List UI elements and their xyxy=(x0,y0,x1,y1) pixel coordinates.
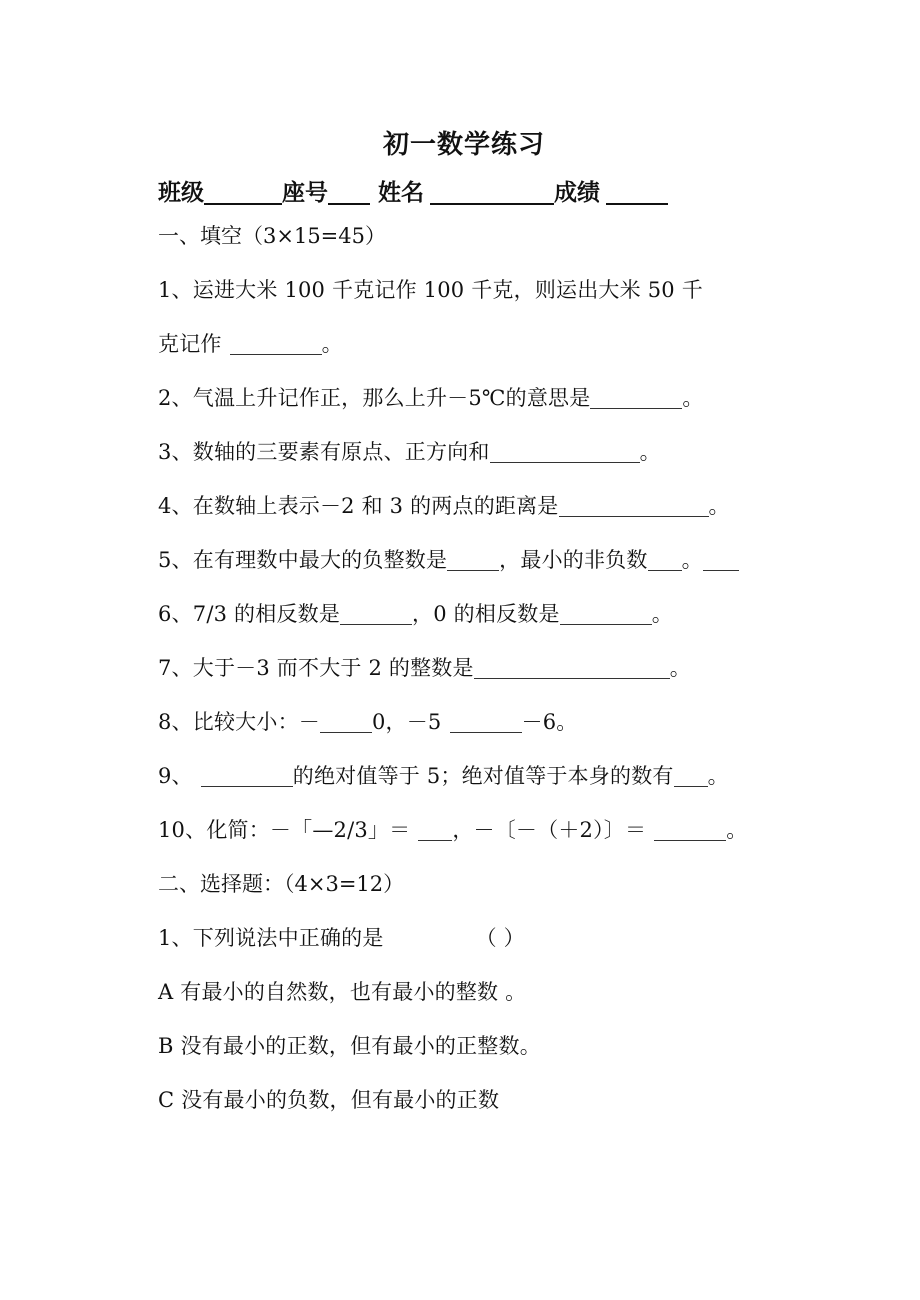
question-3-blank[interactable] xyxy=(490,443,640,463)
seat-label: 座号 xyxy=(282,180,328,207)
question-4-period: 。 xyxy=(708,493,730,518)
question-10-period: 。 xyxy=(726,817,748,842)
mc-question-1-answer-bracket[interactable]: （ ） xyxy=(475,925,525,950)
question-1-period: 。 xyxy=(321,331,343,356)
question-5-blank-1[interactable] xyxy=(447,551,499,571)
question-8-text-a: 比较大小：－ xyxy=(192,709,320,734)
mc-option-a[interactable]: A 有最小的自然数，也有最小的整数 。 xyxy=(158,979,527,1004)
seat-input-blank[interactable] xyxy=(328,181,370,205)
question-5-text-a: 在有理数中最大的负整数是 xyxy=(192,547,448,572)
question-7-text: 大于－3 而不大于 2 的整数是 xyxy=(192,655,474,680)
question-9-period: 。 xyxy=(707,763,729,788)
student-info-header xyxy=(158,179,770,209)
question-6 xyxy=(158,587,770,641)
question-5-number: 5、 xyxy=(158,547,193,572)
question-6-text-b: ，0 的相反数是 xyxy=(412,601,560,626)
mc-question-1 xyxy=(158,911,770,965)
question-7-blank[interactable] xyxy=(474,659,670,679)
question-8-number: 8、 xyxy=(158,709,193,734)
score-input-blank[interactable] xyxy=(606,181,668,205)
question-9-blank-1[interactable] xyxy=(201,767,293,787)
question-1-text-cont: 克记作 xyxy=(158,331,222,356)
question-3-number: 3、 xyxy=(158,439,193,464)
question-1-number: 1、 xyxy=(158,277,193,302)
question-2-blank[interactable] xyxy=(590,389,682,409)
question-7 xyxy=(158,641,770,695)
question-4 xyxy=(158,479,770,533)
question-6-blank-1[interactable] xyxy=(340,605,412,625)
question-4-blank[interactable] xyxy=(559,497,709,517)
question-5-period: 。 xyxy=(681,547,703,572)
question-2-period: 。 xyxy=(682,385,704,410)
question-6-text-a: 7/3 的相反数是 xyxy=(192,601,341,626)
question-9-number: 9、 xyxy=(158,763,193,788)
question-5 xyxy=(158,533,770,587)
question-9-text-a: 的绝对值等于 5；绝对值等于本身的数有 xyxy=(292,763,674,788)
question-6-period: 。 xyxy=(651,601,673,626)
question-6-blank-2[interactable] xyxy=(560,605,652,625)
question-8-blank-2[interactable] xyxy=(450,713,522,733)
name-input-blank[interactable] xyxy=(430,181,554,205)
name-label: 姓名 xyxy=(378,180,424,207)
mc-option-c[interactable]: C 没有最小的负数，但有最小的正数 xyxy=(158,1087,500,1112)
question-7-period: 。 xyxy=(669,655,691,680)
mc-question-1-number: 1、 xyxy=(158,925,193,950)
question-1-blank[interactable] xyxy=(230,335,322,355)
question-2 xyxy=(158,371,770,425)
question-10-blank-2[interactable] xyxy=(654,821,726,841)
question-8 xyxy=(158,695,770,749)
question-6-number: 6、 xyxy=(158,601,193,626)
question-2-text: 气温上升记作正，那么上升－5℃的意思是 xyxy=(192,385,591,410)
question-8-text-c: －6。 xyxy=(521,709,578,734)
question-10 xyxy=(158,803,770,857)
class-input-blank[interactable] xyxy=(204,181,282,205)
question-1-line-2 xyxy=(158,317,770,371)
score-label: 成绩 xyxy=(554,180,600,207)
mc-option-b[interactable]: B 没有最小的正数，但有最小的正整数。 xyxy=(158,1033,541,1058)
question-9-blank-2[interactable] xyxy=(674,767,708,787)
question-3-period: 。 xyxy=(639,439,661,464)
question-10-text-a: 化简：－「—2/3」＝ xyxy=(206,817,411,842)
question-3-text: 数轴的三要素有原点、正方向和 xyxy=(192,439,490,464)
question-4-number: 4、 xyxy=(158,493,193,518)
question-7-number: 7、 xyxy=(158,655,193,680)
question-10-number: 10、 xyxy=(158,817,207,842)
question-5-text-b: ，最小的非负数 xyxy=(499,547,648,572)
mc-question-1-stem: 下列说法中正确的是 xyxy=(192,925,384,950)
question-1-text: 运进大米 100 千克记作 100 千克，则运出大米 50 千 xyxy=(192,277,703,302)
question-4-text: 在数轴上表示－2 和 3 的两点的距离是 xyxy=(192,493,559,518)
page-title: 初一数学练习 xyxy=(382,130,545,160)
question-2-number: 2、 xyxy=(158,385,193,410)
class-label: 班级 xyxy=(158,180,204,207)
question-8-blank-1[interactable] xyxy=(320,713,372,733)
section-heading-fill-in: 一、填空（3×15=45） xyxy=(158,223,386,248)
section-heading-multiple-choice: 二、选择题：（4×3=12） xyxy=(158,871,405,896)
question-8-text-b: 0，－5 xyxy=(371,709,442,734)
question-10-blank-1[interactable] xyxy=(418,821,452,841)
question-5-blank-3[interactable] xyxy=(703,551,739,571)
question-3 xyxy=(158,425,770,479)
question-10-text-b: ，－〔－（＋2）〕＝ xyxy=(452,817,647,842)
question-5-blank-2[interactable] xyxy=(648,551,682,571)
question-9 xyxy=(158,749,770,803)
question-1-line-1 xyxy=(158,263,770,317)
